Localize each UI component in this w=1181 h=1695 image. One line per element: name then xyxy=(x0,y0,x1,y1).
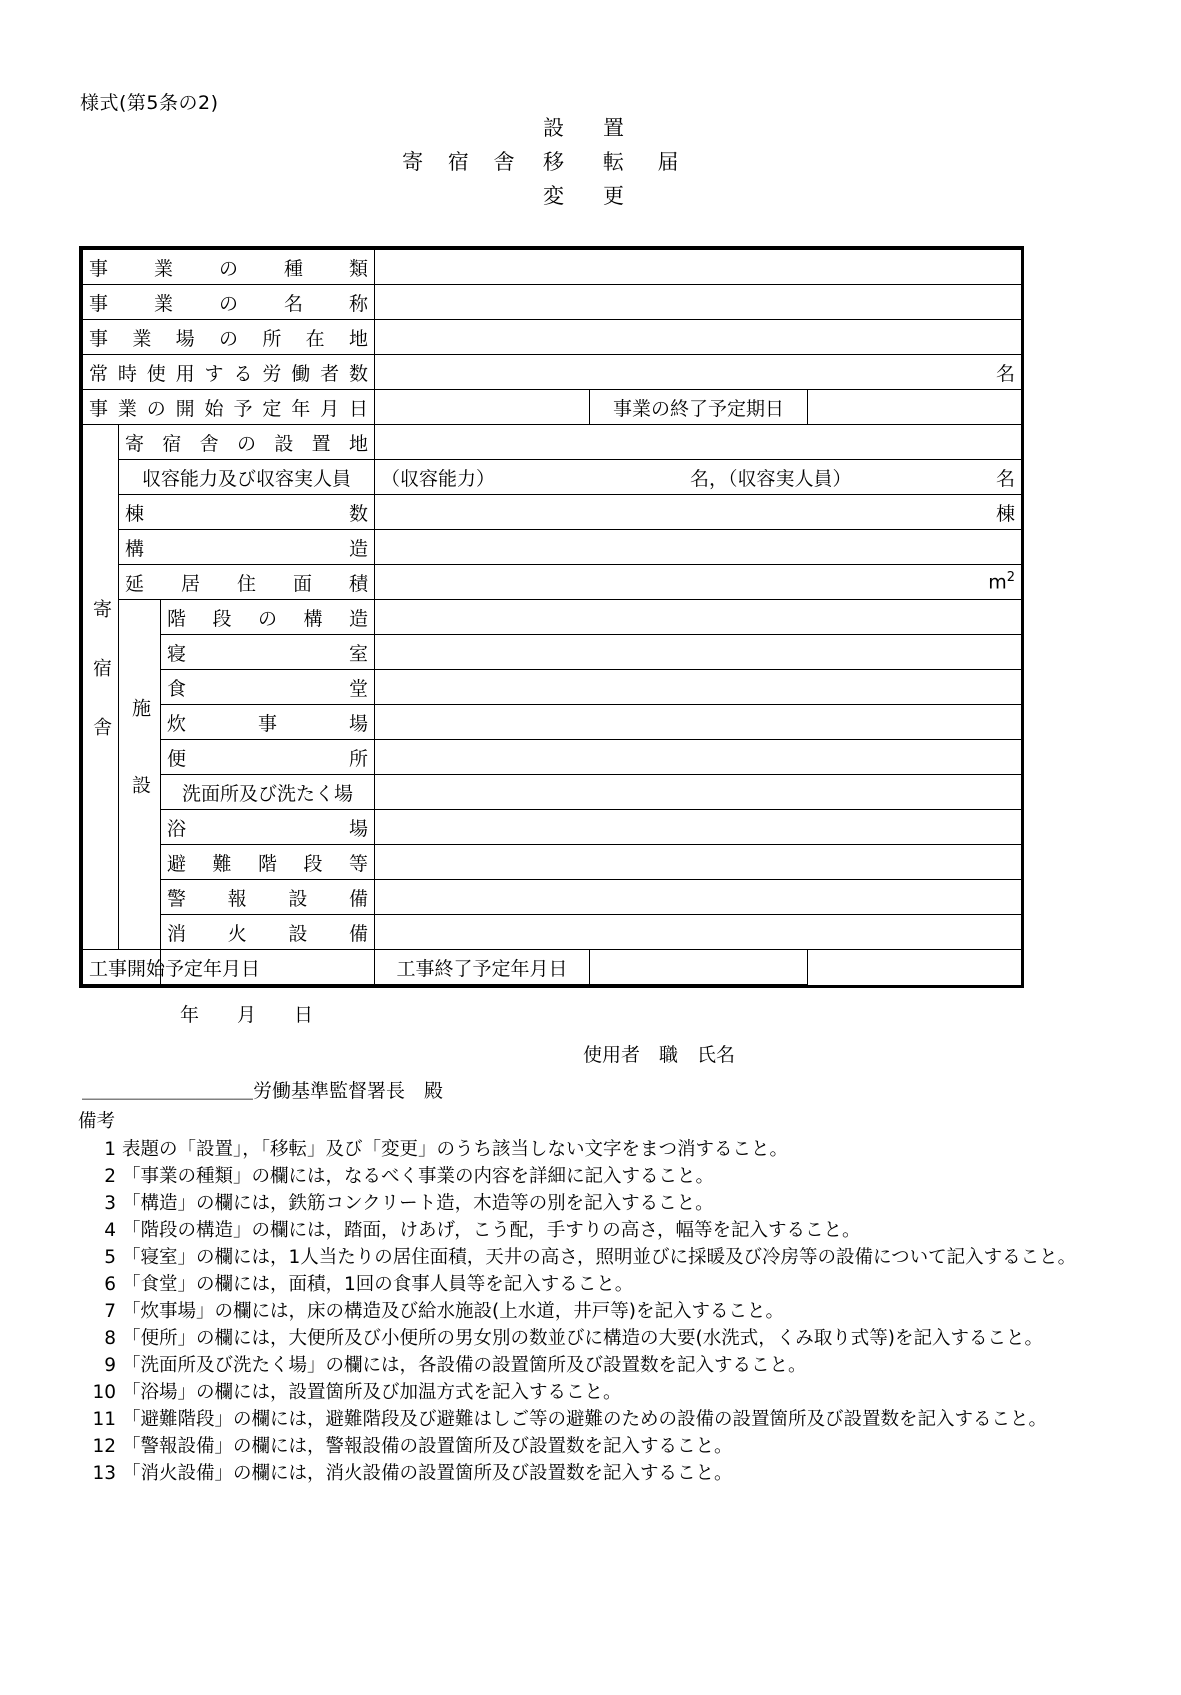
title-todoke: 届 xyxy=(657,150,679,174)
input-structure[interactable] xyxy=(375,530,1022,565)
capacity-label-a: （収容能力） xyxy=(381,467,496,490)
label-dorm-location: 寄宿舎の設置地 xyxy=(119,425,375,460)
table-row-bedroom xyxy=(83,635,1022,670)
input-business-start-date[interactable] xyxy=(375,390,590,425)
title-line-1 xyxy=(0,112,1181,146)
input-washroom[interactable] xyxy=(375,775,1022,810)
table-row-total-area xyxy=(83,565,1022,600)
note-number: 3 xyxy=(104,1193,116,1214)
note-number: 4 xyxy=(104,1220,116,1241)
note-number: 8 xyxy=(104,1328,116,1349)
note-text: 「階段の構造」の欄には，踏面，けあげ，こう配，手すりの高さ，幅等を記入すること。 xyxy=(122,1220,861,1241)
note-item xyxy=(78,1190,1118,1217)
title-line-2 xyxy=(0,146,1181,180)
group-label-facility-text: 施設 xyxy=(129,697,151,852)
submission-date-line[interactable]: 年 月 日 xyxy=(180,1004,314,1026)
input-business-name[interactable] xyxy=(375,285,1022,320)
notes-heading: 備考 xyxy=(78,1111,116,1132)
group-label-facility xyxy=(119,600,161,950)
note-text: 「避難階段」の欄には，避難階段及び避難はしご等の避難のための設備の設置箇所及び設置数を記入すること。 xyxy=(122,1409,1048,1430)
label-building-count: 棟数 xyxy=(119,495,375,530)
table-row-fire-equipment xyxy=(83,915,1022,950)
table-row-bath xyxy=(83,810,1022,845)
note-text: 「食堂」の欄には，面積，1回の食事人員等を記入すること。 xyxy=(122,1274,634,1295)
label-bedroom: 寝室 xyxy=(161,635,375,670)
note-text: 「洗面所及び洗たく場」の欄には，各設備の設置箇所及び設置数を記入すること。 xyxy=(122,1355,807,1376)
input-worker-count[interactable]: 名 xyxy=(375,355,1022,390)
input-building-count[interactable]: 棟 xyxy=(375,495,1022,530)
note-number: 11 xyxy=(92,1409,116,1430)
note-number: 2 xyxy=(104,1166,116,1187)
note-text: 「事業の種類」の欄には，なるべく事業の内容を詳細に記入すること。 xyxy=(122,1166,715,1187)
label-stair-structure: 階段の構造 xyxy=(161,600,375,635)
group-label-dormitory xyxy=(83,425,119,950)
input-bedroom[interactable] xyxy=(375,635,1022,670)
office-label: 労働基準監督署長 殿 xyxy=(253,1080,444,1102)
note-text: 「炊事場」の欄には，床の構造及び給水施設(上水道，井戸等)を記入すること。 xyxy=(122,1301,784,1322)
note-item xyxy=(78,1460,1118,1487)
label-escape-stairs: 避難階段等 xyxy=(161,845,375,880)
input-alarm-equipment[interactable] xyxy=(375,880,1022,915)
label-business-end-date: 事業の終了予定期日 xyxy=(590,390,808,425)
notes-section xyxy=(78,1108,1118,1487)
label-structure: 構造 xyxy=(119,530,375,565)
label-business-name: 事業の名称 xyxy=(83,285,375,320)
label-washroom: 洗面所及び洗たく場 xyxy=(161,775,375,810)
label-business-location: 事業場の所在地 xyxy=(83,320,375,355)
table-row-dorm-capacity xyxy=(83,460,1022,495)
table-row-alarm-equipment xyxy=(83,880,1022,915)
main-form-table xyxy=(82,249,1022,985)
input-dining[interactable] xyxy=(375,670,1022,705)
input-business-location[interactable] xyxy=(375,320,1022,355)
group-label-dormitory-text: 寄宿舎 xyxy=(90,598,112,776)
title-block xyxy=(0,112,1181,214)
input-kitchen[interactable] xyxy=(375,705,1022,740)
capacity-unit-b: 名 xyxy=(996,467,1016,490)
input-total-area[interactable] xyxy=(375,565,1022,600)
table-row-worker-count xyxy=(83,355,1022,390)
note-text: 「消火設備」の欄には，消火設備の設置箇所及び設置数を記入すること。 xyxy=(122,1463,733,1484)
note-item xyxy=(78,1433,1118,1460)
input-business-end-date[interactable] xyxy=(808,390,1022,425)
input-escape-stairs[interactable] xyxy=(375,845,1022,880)
note-item xyxy=(78,1406,1118,1433)
table-row-kitchen xyxy=(83,705,1022,740)
input-toilet[interactable] xyxy=(375,740,1022,775)
label-bath: 浴場 xyxy=(161,810,375,845)
note-item xyxy=(78,1136,1118,1163)
label-business-start-date: 事業の開始予定年月日 xyxy=(83,390,375,425)
input-dorm-capacity[interactable] xyxy=(375,460,1022,495)
note-item xyxy=(78,1379,1118,1406)
input-stair-structure[interactable] xyxy=(375,600,1022,635)
label-construction-end: 工事終了予定年月日 xyxy=(375,950,590,985)
table-row-business-name xyxy=(83,285,1022,320)
note-text: 「浴場」の欄には，設置箇所及び加温方式を記入すること。 xyxy=(122,1382,622,1403)
label-toilet: 便所 xyxy=(161,740,375,775)
note-item xyxy=(78,1163,1118,1190)
input-fire-equipment[interactable] xyxy=(375,915,1022,950)
employer-signature-line[interactable]: 使用者 職 氏名 xyxy=(583,1044,736,1066)
note-number: 9 xyxy=(104,1355,116,1376)
note-number: 1 xyxy=(104,1139,116,1160)
table-row-business-type xyxy=(83,250,1022,285)
label-fire-equipment: 消火設備 xyxy=(161,915,375,950)
title-kishukusha: 寄 宿 舎 xyxy=(402,150,524,174)
note-text: 「便所」の欄には，大便所及び小便所の男女別の数並びに構造の大要(水洗式，くみ取り式等)を記入すること。 xyxy=(122,1328,1043,1349)
main-form-table-wrapper xyxy=(79,246,1024,988)
note-number: 12 xyxy=(92,1436,116,1457)
area-unit-sup: 2 xyxy=(1006,570,1016,586)
input-bath[interactable] xyxy=(375,810,1022,845)
table-row-stair-structure xyxy=(83,600,1022,635)
label-kitchen: 炊事場 xyxy=(161,705,375,740)
title-setti: 設 置 xyxy=(543,116,633,140)
note-number: 5 xyxy=(104,1247,116,1268)
note-number: 10 xyxy=(92,1382,116,1403)
note-item xyxy=(78,1271,1118,1298)
labour-office-line xyxy=(82,1076,443,1103)
note-number: 13 xyxy=(92,1463,116,1484)
note-item xyxy=(78,1352,1118,1379)
note-text: 「警報設備」の欄には，警報設備の設置箇所及び設置数を記入すること。 xyxy=(122,1436,733,1457)
office-blank-underline[interactable]: ＿＿＿＿＿＿＿＿＿ xyxy=(82,1080,254,1102)
note-item xyxy=(78,1325,1118,1352)
input-business-type[interactable] xyxy=(375,250,1022,285)
label-worker-count: 常時使用する労働者数 xyxy=(83,355,375,390)
note-item xyxy=(78,1298,1118,1325)
title-line-3 xyxy=(0,180,1181,214)
capacity-unit-a: 名，（収容実人員） xyxy=(690,467,852,490)
table-row-washroom xyxy=(83,775,1022,810)
table-row-business-location xyxy=(83,320,1022,355)
label-alarm-equipment: 警報設備 xyxy=(161,880,375,915)
table-row-escape-stairs xyxy=(83,845,1022,880)
input-construction-end[interactable] xyxy=(590,950,808,985)
table-row-toilet xyxy=(83,740,1022,775)
note-item xyxy=(78,1244,1118,1271)
note-number: 7 xyxy=(104,1301,116,1322)
title-iten: 移 転 xyxy=(543,150,633,174)
title-henkou: 変 更 xyxy=(543,184,633,208)
table-row-business-dates xyxy=(83,390,1022,425)
table-row-dorm-location xyxy=(83,425,1022,460)
label-dining: 食堂 xyxy=(161,670,375,705)
input-dorm-location[interactable] xyxy=(375,425,1022,460)
label-construction-start: 工事開始予定年月日 xyxy=(83,950,161,985)
form-code: 様式(第5条の2) xyxy=(80,92,219,114)
table-row-building-count xyxy=(83,495,1022,530)
note-text: 表題の「設置」，「移転」及び「変更」のうち該当しない文字をまつ消すること。 xyxy=(122,1139,789,1160)
table-row-dining xyxy=(83,670,1022,705)
note-number: 6 xyxy=(104,1274,116,1295)
note-text: 「構造」の欄には，鉄筋コンクリート造，木造等の別を記入すること。 xyxy=(122,1193,714,1214)
note-text: 「寝室」の欄には，1人当たりの居住面積，天井の高さ，照明並びに採暖及び冷房等の設備について記入すること。 xyxy=(122,1247,1077,1268)
table-row-construction-dates xyxy=(83,950,1022,985)
label-total-area: 延居住面積 xyxy=(119,565,375,600)
label-business-type: 事業の種類 xyxy=(83,250,375,285)
note-item xyxy=(78,1217,1118,1244)
table-row-structure xyxy=(83,530,1022,565)
area-unit: m xyxy=(988,571,1007,594)
label-dorm-capacity: 収容能力及び収容実人員 xyxy=(119,460,375,495)
